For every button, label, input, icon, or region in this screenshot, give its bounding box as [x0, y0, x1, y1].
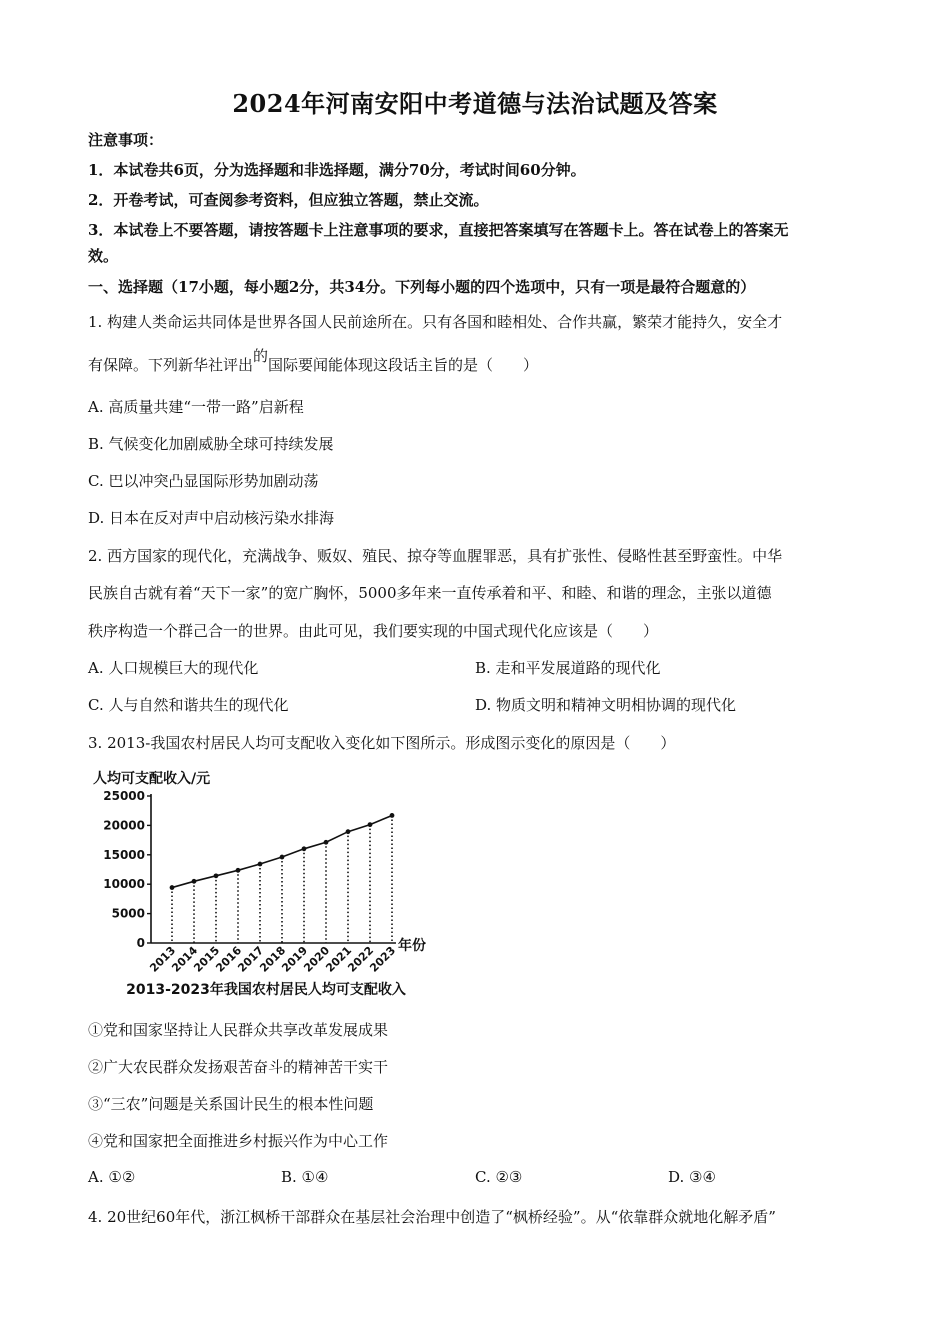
q3-option-a[interactable]: A. ①②	[88, 1168, 136, 1186]
q3-statement-2: ②广大农民群众发扬艰苦奋斗的精神苦干实干	[88, 1058, 389, 1076]
chart-data-point	[368, 822, 373, 827]
q2-stem-line2: 民族自古就有着“天下一家”的宽广胸怀，5000多年来一直传承着和平、和睦、和谐的理念，主张以道德	[88, 584, 772, 602]
chart-x-tick-label: 2017	[235, 943, 267, 975]
chart-x-tick-label: 2019	[279, 943, 311, 975]
chart-data-point	[280, 855, 285, 860]
chart-x-tick-label: 2013	[147, 943, 179, 975]
q2-option-a[interactable]: A. 人口规模巨大的现代化	[88, 659, 259, 677]
q3-stem: 3. 2013-我国农村居民人均可支配收入变化如下图所示。形成图示变化的原因是（ ）	[88, 734, 676, 752]
chart-x-tick-label: 2015	[191, 943, 223, 975]
chart-data-point	[302, 846, 307, 851]
chart-data-point	[346, 829, 351, 834]
chart-y-tick-label: 0	[136, 936, 145, 950]
chart-x-tick-label: 2022	[345, 943, 377, 975]
q1-option-d[interactable]: D. 日本在反对声中启动核污染水排海	[88, 509, 335, 527]
chart-y-tick-label: 10000	[103, 877, 145, 892]
chart-x-tick-label: 2018	[257, 943, 289, 975]
q3-option-d[interactable]: D. ③④	[668, 1168, 716, 1186]
q2-option-b[interactable]: B. 走和平发展道路的现代化	[475, 659, 661, 677]
q1-stem-part-b: 的	[253, 347, 269, 365]
chart-y-tick-label: 5000	[111, 906, 145, 921]
chart-y-axis-label: 人均可支配收入/元	[93, 771, 211, 787]
q2-stem-line1: 2. 西方国家的现代化，充满战争、贩奴、殖民、掠夺等血腥罪恶，具有扩张性、侵略性甚至野蛮性。中华	[88, 547, 783, 565]
chart-data-point	[214, 873, 219, 878]
chart-y-tick-label: 20000	[103, 818, 145, 833]
chart-title: 2013-2023年我国农村居民人均可支配收入	[126, 982, 406, 998]
page-title: 2024年河南安阳中考道德与法治试题及答案	[232, 89, 718, 118]
q1-stem-part-c: 国际要闻能体现这段话主旨的是（ ）	[268, 356, 539, 374]
chart-x-tick-label: 2016	[213, 943, 245, 975]
notice-item-1: 1．本试卷共6页，分为选择题和非选择题，满分70分，考试时间60分钟。	[88, 161, 586, 179]
q1-option-a[interactable]: A. 高质量共建“一带一路”启新程	[88, 398, 304, 416]
q1-stem-part-a: 有保障。下列新华社评出	[88, 356, 254, 374]
q3-statement-1: ①党和国家坚持让人民群众共享改革发展成果	[88, 1021, 389, 1039]
notice-item-3: 3．本试卷上不要答题，请按答题卡上注意事项的要求，直接把答案填写在答题卡上。答在试卷上的答案无	[88, 221, 789, 239]
chart-data-point	[192, 879, 197, 884]
q1-option-c[interactable]: C. 巴以冲突凸显国际形势加剧动荡	[88, 472, 319, 490]
q2-option-c[interactable]: C. 人与自然和谐共生的现代化	[88, 696, 289, 714]
section-heading: 一、选择题（17小题，每小题2分，共34分。下列每小题的四个选项中，只有一项是最符合题意的）	[88, 278, 756, 296]
q3-statement-3: ③“三农”问题是关系国计民生的根本性问题	[88, 1095, 374, 1113]
q1-stem-line1: 1. 构建人类命运共同体是世界各国人民前途所在。只有各国和睦相处、合作共赢，繁荣才能持久，安全才	[88, 313, 783, 331]
chart-x-tick-label: 2021	[323, 943, 355, 975]
chart-data-point	[324, 840, 329, 845]
q3-option-c[interactable]: C. ②③	[475, 1168, 523, 1186]
chart-series-line	[172, 815, 392, 887]
chart-data-point	[258, 862, 263, 867]
q2-option-d[interactable]: D. 物质文明和精神文明相协调的现代化	[475, 696, 737, 714]
chart-x-tick-label: 2020	[301, 943, 333, 975]
q3-option-b[interactable]: B. ①④	[281, 1168, 329, 1186]
income-line-chart	[86, 762, 456, 1002]
chart-y-tick-label: 15000	[103, 847, 145, 862]
chart-x-tick-label: 2014	[169, 943, 201, 975]
q1-option-b[interactable]: B. 气候变化加剧威胁全球可持续发展	[88, 435, 334, 453]
q1-stem-line2	[88, 347, 539, 375]
chart-x-axis-label: 年份	[398, 938, 426, 954]
q2-stem-line3: 秩序构造一个群己合一的世界。由此可见，我们要实现的中国式现代化应该是（ ）	[88, 622, 659, 640]
chart-x-tick-label: 2023	[367, 943, 399, 975]
chart-y-tick-label: 25000	[103, 789, 145, 803]
q4-stem-line1: 4. 20世纪60年代，浙江枫桥干部群众在基层社会治理中创造了“枫桥经验”。从“依靠群众就地化解矛盾”	[88, 1208, 776, 1226]
chart-data-point	[170, 885, 175, 890]
notice-item-2: 2．开卷考试，可查阅参考资料，但应独立答题，禁止交流。	[88, 191, 489, 209]
notice-heading: 注意事项：	[88, 131, 164, 149]
notice-item-3-cont: 效。	[88, 247, 119, 265]
chart-data-point	[236, 868, 241, 873]
chart-data-point	[390, 813, 395, 818]
q3-statement-4: ④党和国家把全面推进乡村振兴作为中心工作	[88, 1132, 389, 1150]
